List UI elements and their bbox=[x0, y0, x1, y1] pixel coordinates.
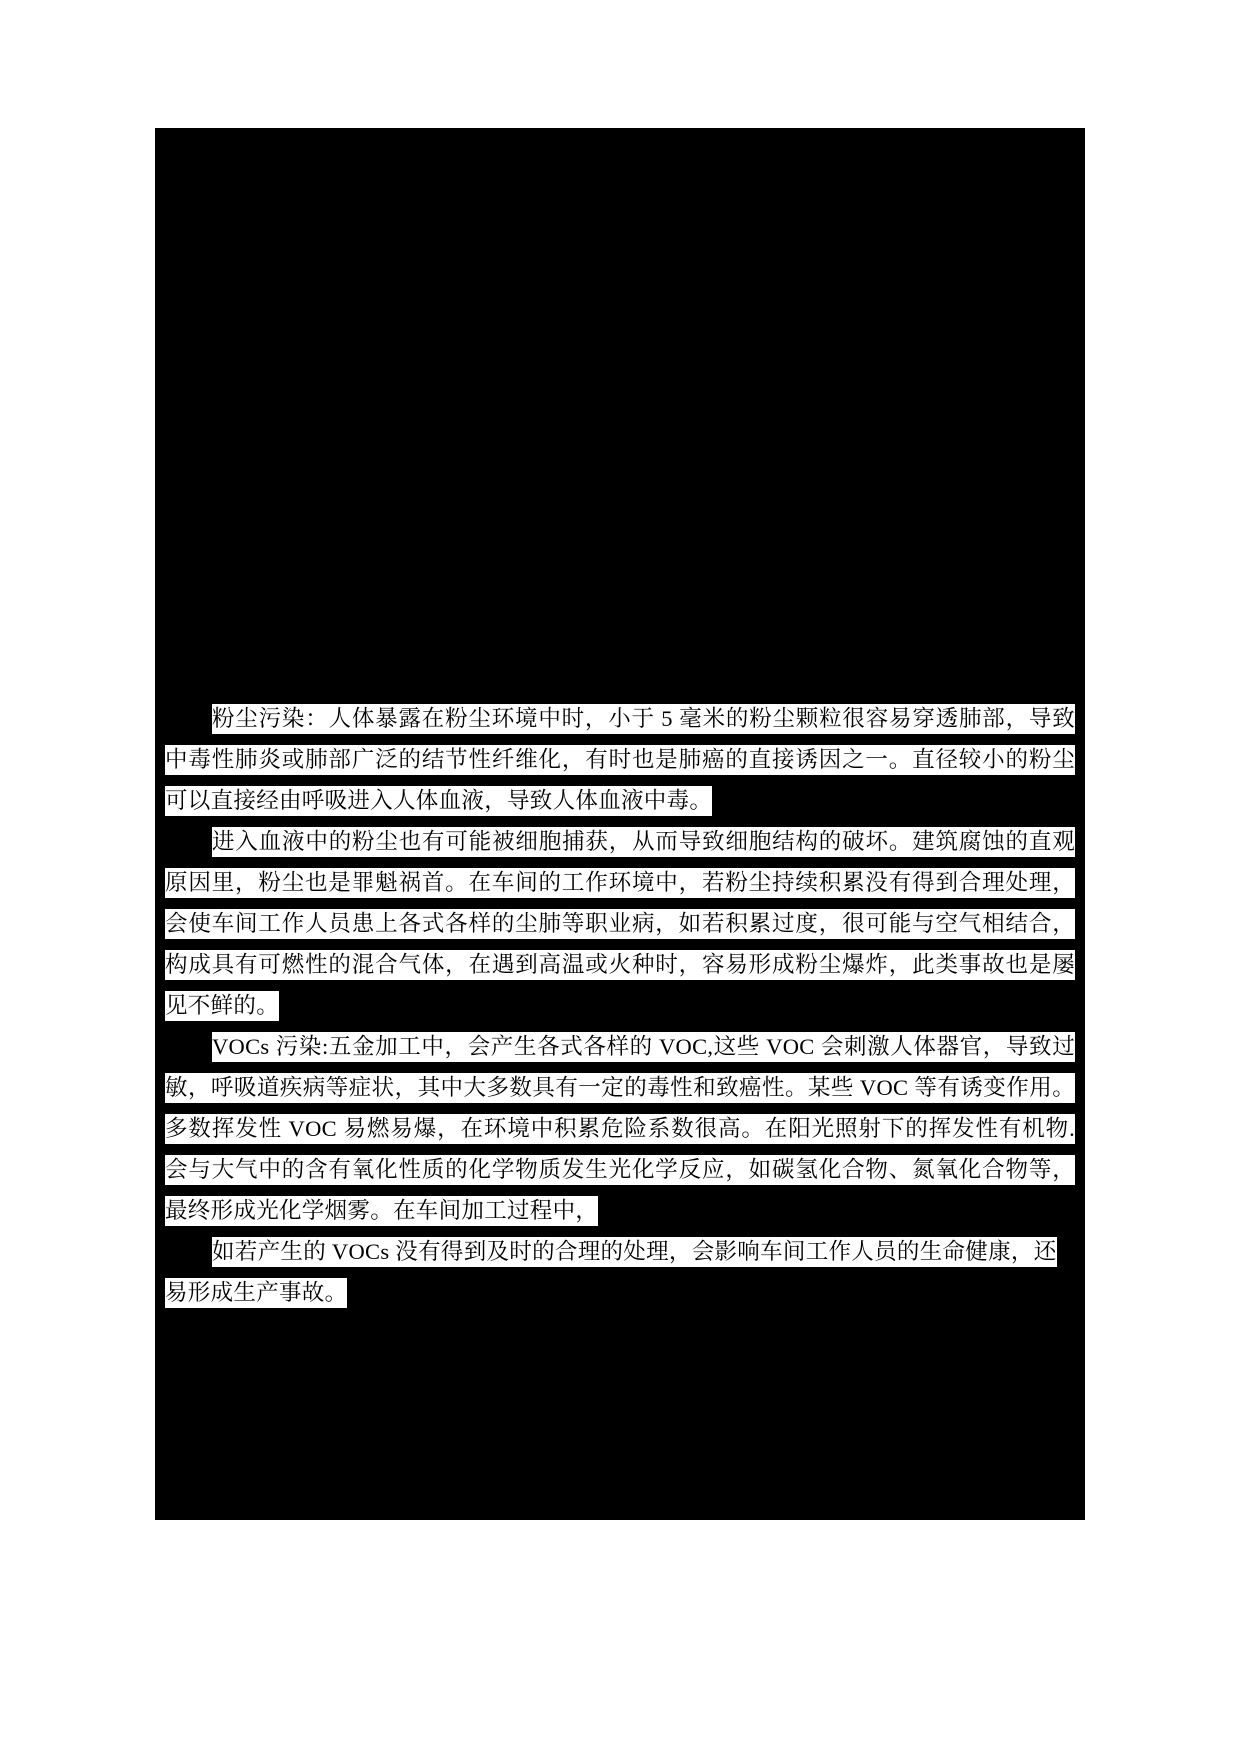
paragraph-3 bbox=[165, 1026, 1075, 1231]
paragraph-4 bbox=[165, 1231, 1075, 1313]
paragraph-2-text: 进入血液中的粉尘也有可能被细胞捕获，从而导致细胞结构的破坏。建筑腐蚀的直观原因里，粉尘也是罪魁祸首。在车间的工作环境中，若粉尘持续积累没有得到合理处理，会使车间工作人员患上各式各样的尘肺等职业病，如若积累过度，很可能与空气相结合，构成具有可燃性的混合气体，在遇到高温或火种时，容易形成粉尘爆炸，此类事故也是屡见不鲜的。 bbox=[165, 827, 1075, 1021]
paragraph-3-text: VOCs 污染:五金加工中，会产生各式各样的 VOC,这些 VOC 会刺激人体器官，导致过敏，呼吸道疾病等症状，其中大多数具有一定的毒性和致癌性。某些 VOC 等有诱变作用。多数挥发性 VOC 易燃易爆，在环境中积累危险系数很高。在阳光照射下的挥发性有机物. 会与大气中的含有氧化性质的化学物质发生光化学反应，如碳氢化合物、氮氧化合物等，最终形成光化学烟雾。在车间加工过程中， bbox=[165, 1032, 1075, 1226]
paragraph-1 bbox=[165, 698, 1075, 821]
paragraph-1-text: 粉尘污染：人体暴露在粉尘环境中时，小于 5 毫米的粉尘颗粒很容易穿透肺部，导致中毒性肺炎或肺部广泛的结节性纤维化，有时也是肺癌的直接诱因之一。直径较小的粉尘可以直接经由呼吸进入人体血液，导致人体血液中毒。 bbox=[165, 704, 1075, 816]
paragraph-2 bbox=[165, 821, 1075, 1026]
document-text-block bbox=[165, 698, 1075, 1313]
document-body-area bbox=[155, 128, 1085, 1520]
paragraph-4-text: 如若产生的 VOCs 没有得到及时的合理的处理，会影响车间工作人员的生命健康，还易形成生产事故。 bbox=[165, 1237, 1057, 1308]
